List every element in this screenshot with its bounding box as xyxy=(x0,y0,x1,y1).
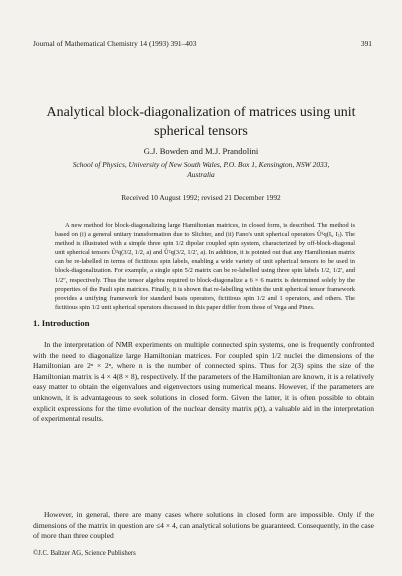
paper-title: Analytical block-diagonalization of matrices using unit spherical tensors xyxy=(46,105,356,139)
received-dates: Received 10 August 1992; revised 21 December 1992 xyxy=(121,193,281,202)
body-paragraph: However, in general, there are many cases where solutions in closed form are impossible. Only if the dimensions of the matrix in question are ≤4 × 4, can analytical solutions be guaranteed. Consequently, in the case of more than three coupled xyxy=(33,510,374,541)
section-heading: 1. Introduction xyxy=(33,318,90,328)
page-number: 391 xyxy=(360,39,372,48)
running-header xyxy=(33,39,372,48)
publisher-footer: ©J.C. Baltzer AG, Science Publishers xyxy=(33,550,136,557)
body-paragraph: In the interpretation of NMR experiments on multiple connected spin systems, one is frequently confronted with the need to diagonalize large Hamiltonian matrices. For coupled spin 1/2 nuclei the dimensions of the Hamiltonian are 2ⁿ × 2ⁿ, where n is the number of connected spins. Thus for 2(3) spins the size of the Hamiltonian matrix is 4 × 4(8 × 8), respectively. If the parameters of the Hamiltonian are known, it is a relatively easy matter to obtain the eigenvalues and eigenvectors using numerical means. However, if the parameters are unknown, it is advantageous to seek solutions in closed form. Given the latter, it is often possible to obtain explicit expressions for the time evolution of the nuclear density matrix ρ(t), a valuable aid in the interpretation of experimental results. xyxy=(33,340,374,424)
abstract: A new method for block-diagonalizing large Hamiltonian matrices, in closed form, is described. The method is based on (i) a general unitary transformation due to Slichter, and (ii) Fano's unit spherical operators Ûᵏq(Iᵢ, Iⱼ). The method is illustrated with a simple three spin 1/2 dipolar coupled spin system, characterized by off-block-diagonal unit spherical tensors Û²q(3/2, 1/2, a) and Û²q(3/2, 1/2′, a). In addition, it is pointed out that any Hamiltonian matrix can be re-labelled in terms of fictitious spin labels, enabling a wide variety of unit spherical tensors to be used in block-diagonalization. For example, a single spin 5/2 matrix can be re-labelled using three spin labels 1/2, 1/2′, and 1/2″, respectively. Thus the tensor algebra required to block-diagonalize a 6 × 6 matrix is determined solely by the properties of the Pauli spin matrices. Finally, it is shown that re-labelling within the unit spherical tensor framework provides a unifying framework for standard basis operators, fictitious spin 1/2 and 1 operators, and others. The fictitious spin 1/2 unit spherical operators discussed in this paper differ from those of Vega and Pines. xyxy=(55,222,355,311)
journal-citation: Journal of Mathematical Chemistry 14 (1993) 391–403 xyxy=(33,39,197,48)
authors: G.J. Bowden and M.J. Prandolini xyxy=(143,146,259,156)
affiliation: School of Physics, University of New South Wales, P.O. Box 1, Kensington, NSW 2033, Australia xyxy=(72,160,330,179)
